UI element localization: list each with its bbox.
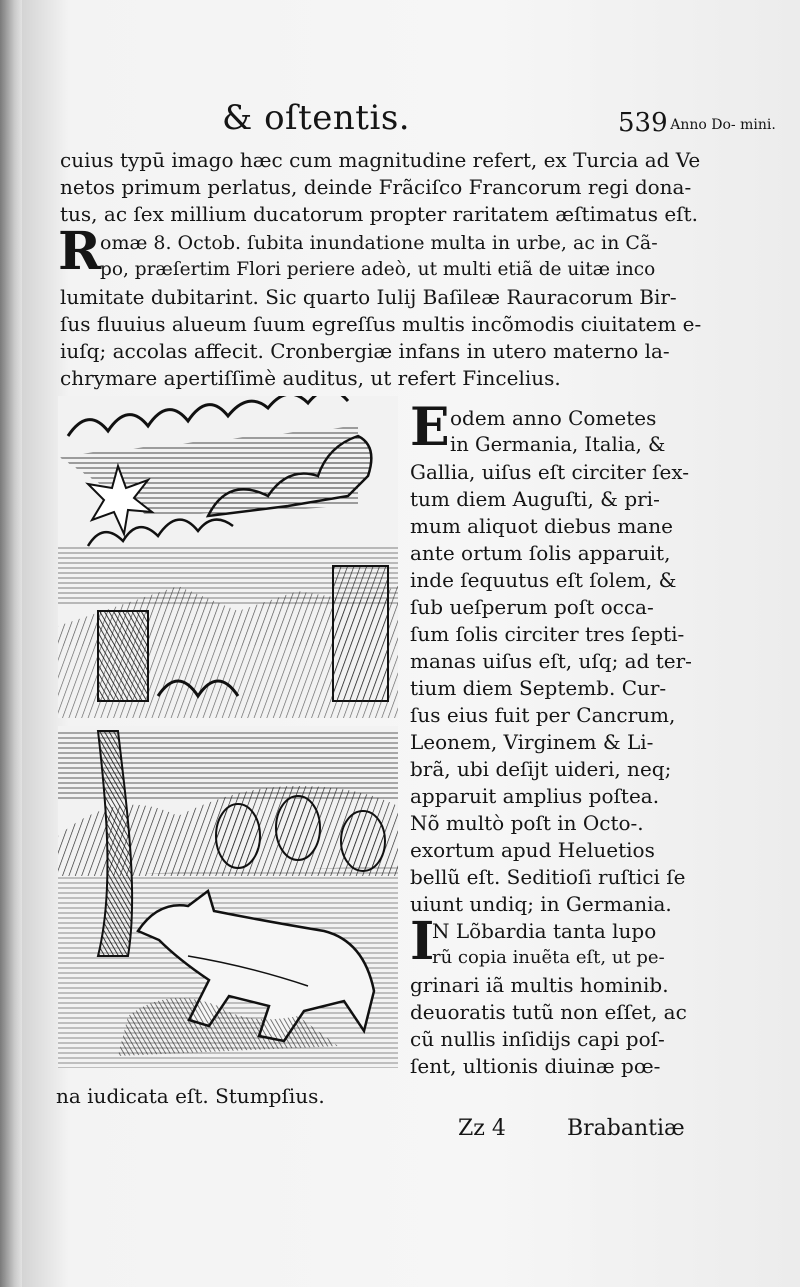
- body-line: tus, ac ſex millium ducatorum propter raritatem æſtimatus eſt.: [60, 202, 698, 226]
- column-line: Gallia, uiſus eſt circiter ſex-: [410, 460, 690, 484]
- woodcut-illustration: [58, 396, 398, 1068]
- book-spine-shadow: [0, 0, 24, 1287]
- drop-cap-r: R: [58, 221, 102, 282]
- column-line: N Lõbardia tanta lupo: [432, 919, 657, 943]
- column-line: brã, ubi deſijt uideri, neq;: [410, 757, 672, 781]
- column-line: in Germania, Italia, &: [450, 433, 666, 456]
- column-line: mum aliquot diebus mane: [410, 514, 673, 538]
- column-line: odem anno Cometes: [450, 406, 657, 430]
- signature-mark: Zz 4: [458, 1116, 506, 1141]
- running-title: & oſtentis.: [222, 98, 411, 138]
- catchword: Brabantiæ: [567, 1116, 685, 1141]
- column-line: tum diem Auguſti, & pri-: [410, 487, 660, 511]
- column-line: deuoratis tutũ non eſſet, ac: [410, 1000, 687, 1024]
- column-line: ante ortum ſolis apparuit,: [410, 541, 671, 565]
- body-line: ſus fluuius alueum ſuum egreſſus multis incõmodis ciuitatem e-: [60, 312, 702, 336]
- column-line: uiunt undiq; in Germania.: [410, 892, 672, 916]
- column-line: grinari iã multis hominib.: [410, 973, 669, 997]
- wolf-panel: [58, 726, 398, 1068]
- body-line: iuſq; accolas affecit. Cronbergiæ infans in utero materno la-: [60, 339, 670, 363]
- column-line: apparuit amplius poſtea.: [410, 784, 660, 808]
- drop-cap-i: I: [410, 911, 435, 972]
- column-line: ſum ſolis circiter tres ſepti-: [410, 622, 685, 646]
- column-line: bellũ eſt. Seditioſi ruſtici ſe: [410, 865, 686, 889]
- column-line: tium diem Septemb. Cur-: [410, 676, 667, 700]
- body-line: po, præſertim Flori periere adeò, ut multi etiã de uitæ inco: [100, 259, 656, 280]
- column-line: ſus eius fuit per Cancrum,: [410, 703, 676, 727]
- column-line: Nõ multò poſt in Octo-.: [410, 811, 644, 835]
- column-line: rũ copia inuẽta eſt, ut pe-: [432, 947, 665, 968]
- body-line: lumitate dubitarint. Sic quarto Iulij Baſileæ Rauracorum Bir-: [60, 285, 677, 309]
- column-line: ſent, ultionis diuinæ pœ-: [410, 1054, 661, 1078]
- body-line: omæ 8. Octob. ſubita inundatione multa in urbe, ac in Cã-: [100, 232, 658, 254]
- page-number: 539: [618, 108, 668, 138]
- column-line: cũ nullis inſidijs capi poſ-: [410, 1027, 665, 1051]
- comet-panel: [58, 396, 398, 718]
- column-line: Leonem, Virginem & Li-: [410, 730, 654, 754]
- column-line: exortum apud Heluetios: [410, 838, 655, 862]
- column-line: manas uiſus eſt, uſq; ad ter-: [410, 649, 692, 673]
- drop-cap-e: E: [410, 397, 450, 458]
- column-line: inde ſequutus eſt ſolem, &: [410, 568, 677, 592]
- body-line: netos primum perlatus, deinde Frãciſco Francorum regi dona-: [60, 175, 692, 199]
- bottom-caption: na iudicata eſt. Stumpſius.: [56, 1084, 325, 1108]
- column-line: ſub ueſperum poſt occa-: [410, 595, 654, 619]
- body-line: cuius typū imago hæc cum magnitudine refert, ex Turcia ad Ve: [60, 148, 701, 172]
- body-line: chrymare apertiſſimè auditus, ut refert Fincelius.: [60, 366, 561, 390]
- margin-note: Anno Do- mini.: [670, 117, 776, 133]
